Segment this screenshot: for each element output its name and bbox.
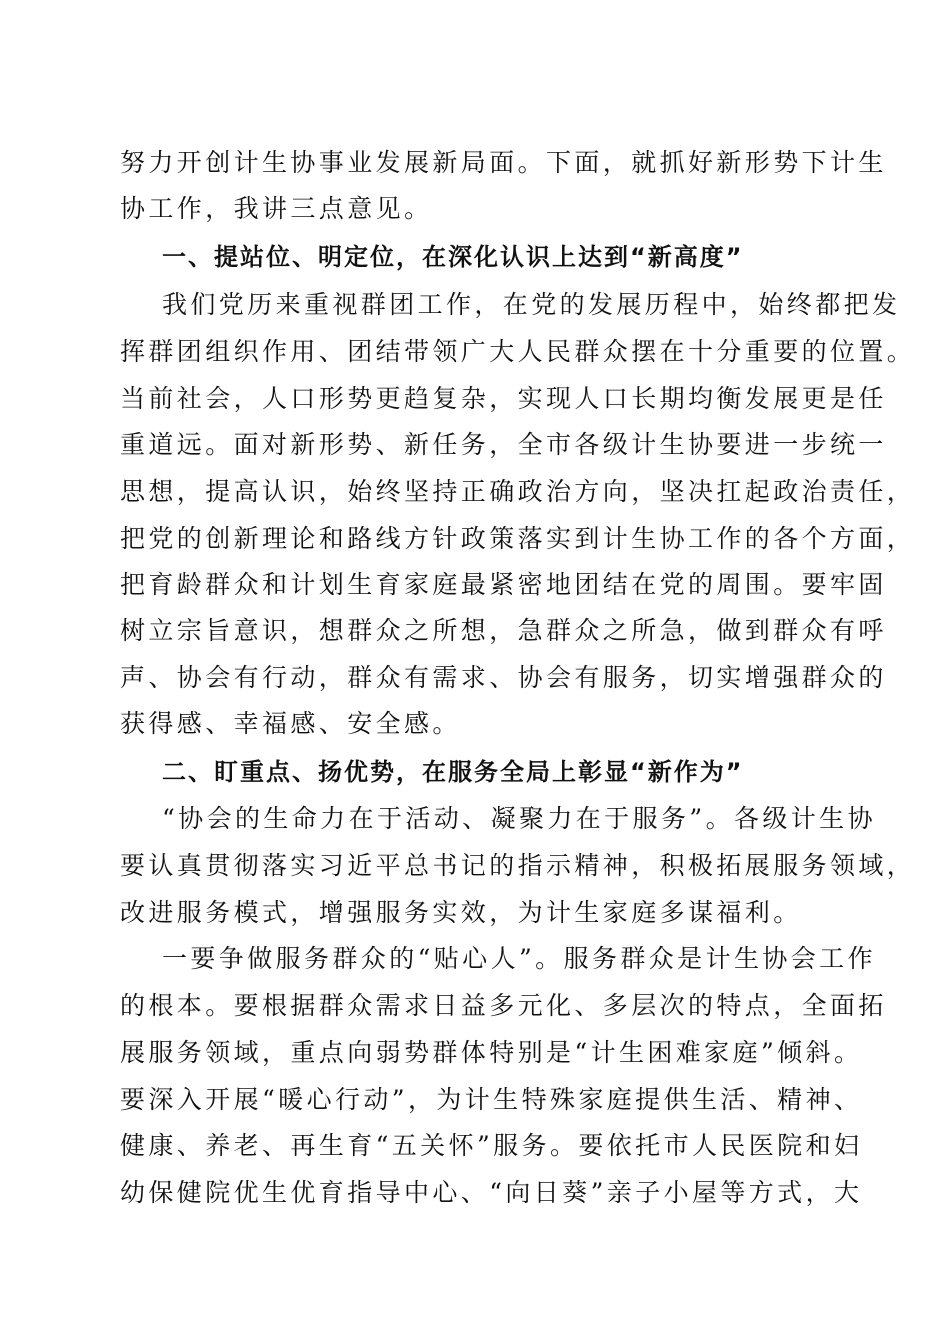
body-text-line: 健康、养老、再生育“五关怀”服务。要依托市人民医院和妇: [120, 1131, 863, 1160]
body-text-line: 改进服务模式，增强服务实效，为计生家庭多谋福利。: [120, 898, 802, 927]
body-text-line: 要认真贯彻落实习近平总书记的指示精神，积极拓展服务领域，: [120, 851, 916, 880]
body-text-line: 我们党历来重视群团工作，在党的发展历程中，始终都把发: [162, 290, 901, 319]
body-text-line: 展服务领域，重点向弱势群体特别是“计生困难家庭”倾斜。: [120, 1038, 863, 1067]
body-text-line: 一要争做服务群众的“贴心人”。服务群众是计生协会工作: [162, 944, 876, 973]
body-text-line: 协工作，我讲三点意见。: [120, 194, 433, 223]
body-text-line: 幼保健院优生优育指导中心、“向日葵”亲子小屋等方式，大: [120, 1178, 863, 1207]
body-text-line: 把党的创新理论和路线方针政策落实到计生协工作的各个方面，: [120, 524, 916, 553]
section-heading-2: 二、盯重点、扬优势，在服务全局上彰显“新作为”: [162, 758, 744, 786]
body-text-line: “协会的生命力在于活动、凝聚力在于服务”。各级计生协: [162, 804, 876, 833]
body-text-line: 努力开创计生协事业发展新局面。下面，就抓好新形势下计生: [120, 148, 887, 177]
body-text-line: 重道远。面对新形势、新任务，全市各级计生协要进一步统一: [120, 430, 887, 459]
body-text-line: 思想，提高认识，始终坚持正确政治方向，坚决扛起政治责任，: [120, 477, 916, 506]
body-text-line: 声、协会有行动，群众有需求、协会有服务，切实增强群众的: [120, 663, 887, 692]
section-heading-1: 一、提站位、明定位，在深化认识上达到“新高度”: [162, 243, 744, 271]
body-text-line: 要深入开展“暖心行动”，为计生特殊家庭提供生活、精神、: [120, 1085, 863, 1114]
body-text-line: 当前社会，人口形势更趋复杂，实现人口长期均衡发展更是任: [120, 384, 887, 413]
body-text-line: 的根本。要根据群众需求日益多元化、多层次的特点，全面拓: [120, 991, 887, 1020]
body-text-line: 获得感、幸福感、安全感。: [120, 709, 461, 738]
body-text-line: 挥群团组织作用、团结带领广大人民群众摆在十分重要的位置。: [120, 337, 916, 366]
body-text-line: 树立宗旨意识，想群众之所想，急群众之所急，做到群众有呼: [120, 616, 887, 645]
body-text-line: 把育龄群众和计划生育家庭最紧密地团结在党的周围。要牢固: [120, 570, 887, 599]
